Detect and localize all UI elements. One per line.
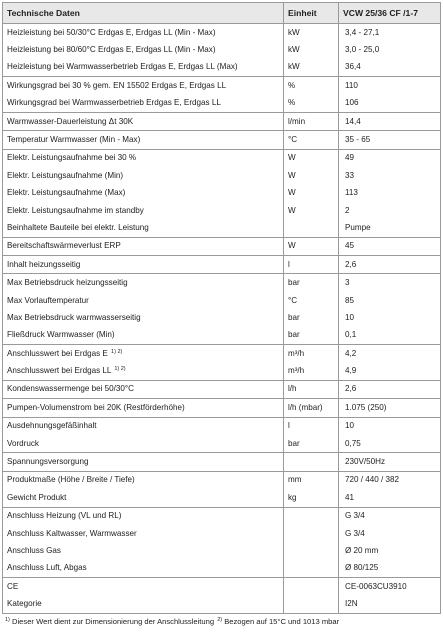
row-label: Heizleistung bei 50/30°C Erdgas E, Erdgas LL (Min - Max) (7, 27, 216, 37)
row-unit: % (284, 77, 339, 95)
row-unit: m³/h (284, 345, 339, 363)
row-label: Warmwasser-Dauerleistung Δt 30K (7, 116, 134, 126)
footnote-ref: 1) 2) (114, 366, 126, 373)
row-unit: W (284, 149, 339, 167)
row-unit: W (284, 237, 339, 255)
row-label-cell (3, 149, 284, 167)
row-unit: W (284, 167, 339, 184)
row-label-cell (3, 362, 284, 380)
table-row (3, 560, 441, 578)
row-label-cell (3, 202, 284, 219)
row-label-cell (3, 274, 284, 292)
table-row (3, 24, 441, 42)
row-label-cell (3, 560, 284, 578)
table-row (3, 380, 441, 398)
row-label-cell (3, 327, 284, 345)
row-label: Pumpen-Volumenstrom bei 20K (Restförderhöhe) (7, 402, 185, 412)
row-unit: °C (284, 292, 339, 309)
row-label-cell (3, 525, 284, 542)
row-value: 36,4 (339, 59, 441, 77)
row-unit: l/min (284, 112, 339, 130)
row-label-cell (3, 596, 284, 614)
row-unit: bar (284, 309, 339, 326)
table-row (3, 542, 441, 559)
row-label-cell (3, 237, 284, 255)
row-label-cell (3, 542, 284, 559)
row-unit: % (284, 95, 339, 113)
table-row (3, 292, 441, 309)
row-unit: l/h (284, 380, 339, 398)
row-label: Max Betriebsdruck warmwasserseitig (7, 312, 141, 322)
row-label-cell (3, 77, 284, 95)
row-value: 3,4 - 27,1 (339, 24, 441, 42)
footnote-mark-1: 1) (5, 616, 10, 623)
row-value: Ø 20 mm (339, 542, 441, 559)
row-label: Gewicht Produkt (7, 492, 67, 502)
row-value: 1.075 (250) (339, 399, 441, 417)
row-value: 0,75 (339, 435, 441, 453)
row-label-cell (3, 167, 284, 184)
table-row (3, 453, 441, 471)
row-unit (284, 542, 339, 559)
row-unit: mm (284, 471, 339, 489)
table-row (3, 435, 441, 453)
table-row (3, 471, 441, 489)
row-value: Pumpe (339, 219, 441, 237)
row-label-cell (3, 507, 284, 525)
row-unit: kW (284, 41, 339, 58)
table-row (3, 77, 441, 95)
row-value: 113 (339, 185, 441, 202)
row-label-cell (3, 112, 284, 130)
row-label: Heizleistung bei Warmwasserbetrieb Erdgas E, Erdgas LL (Max) (7, 62, 238, 72)
row-unit (284, 560, 339, 578)
row-label-cell (3, 292, 284, 309)
row-unit (284, 596, 339, 614)
footnote-text-2: Bezogen auf 15°C und 1013 mbar (224, 616, 340, 626)
row-value: 85 (339, 292, 441, 309)
row-label: Temperatur Warmwasser (Min - Max) (7, 134, 141, 144)
row-value: 720 / 440 / 382 (339, 471, 441, 489)
row-label: Anschluss Luft, Abgas (7, 563, 87, 573)
row-label-cell (3, 345, 284, 363)
row-label: Anschlusswert bei Erdgas E (7, 348, 108, 358)
table-row (3, 219, 441, 237)
row-label: Beinhaltete Bauteile bei elektr. Leistung (7, 222, 149, 232)
table-body (3, 24, 441, 614)
table-row (3, 237, 441, 255)
row-label: Wirkungsgrad bei 30 % gem. EN 15502 Erdgas E, Erdgas LL (7, 80, 227, 90)
table-row (3, 185, 441, 202)
row-unit: kW (284, 59, 339, 77)
row-value: Ø 80/125 (339, 560, 441, 578)
row-label-cell (3, 435, 284, 453)
footnote (2, 617, 440, 626)
row-value: 106 (339, 95, 441, 113)
row-value: 3 (339, 274, 441, 292)
table-row (3, 507, 441, 525)
row-label-cell (3, 59, 284, 77)
row-unit (284, 507, 339, 525)
row-value: 14,4 (339, 112, 441, 130)
row-value: 0,1 (339, 327, 441, 345)
row-unit: bar (284, 435, 339, 453)
row-label: Elektr. Leistungsaufnahme im standby (7, 205, 144, 215)
row-value: 10 (339, 309, 441, 326)
table-header-row (3, 3, 441, 24)
row-label: Anschlusswert bei Erdgas LL (7, 366, 112, 376)
row-label-cell (3, 309, 284, 326)
header-model: VCW 25/36 CF /1-7 (339, 3, 441, 24)
row-unit: kW (284, 24, 339, 42)
table-row (3, 149, 441, 167)
row-label-cell (3, 131, 284, 149)
row-label: Kondenswassermenge bei 50/30°C (7, 384, 134, 394)
table-row (3, 131, 441, 149)
row-value: 2 (339, 202, 441, 219)
row-unit: kg (284, 489, 339, 507)
row-label: CE (7, 581, 19, 591)
row-label: Elektr. Leistungsaufnahme bei 30 % (7, 153, 137, 163)
row-label-cell (3, 453, 284, 471)
row-value: 2,6 (339, 380, 441, 398)
row-label-cell (3, 417, 284, 435)
header-technical-data: Technische Daten (3, 3, 284, 24)
row-label-cell (3, 24, 284, 42)
row-label-cell (3, 185, 284, 202)
row-value: 230V/50Hz (339, 453, 441, 471)
row-label-cell (3, 219, 284, 237)
row-label: Bereitschaftswärmeverlust ERP (7, 241, 121, 251)
footnote-text-1: Dieser Wert dient zur Dimensionierung der Anschlussleitung (12, 616, 215, 626)
table-row (3, 345, 441, 363)
row-label: Anschluss Heizung (VL und RL) (7, 511, 122, 521)
row-unit (284, 578, 339, 596)
row-label: Heizleistung bei 80/60°C Erdgas E, Erdgas LL (Min - Max) (7, 45, 216, 55)
table-row (3, 596, 441, 614)
row-label: Fließdruck Warmwasser (Min) (7, 330, 115, 340)
row-label-cell (3, 399, 284, 417)
table-row (3, 309, 441, 326)
spec-sheet (2, 2, 440, 626)
header-unit: Einheit (284, 3, 339, 24)
row-unit: W (284, 185, 339, 202)
row-label: Wirkungsgrad bei Warmwasserbetrieb Erdgas E, Erdgas LL (7, 98, 221, 108)
row-label: Anschluss Kaltwasser, Warmwasser (7, 528, 137, 538)
row-label-cell (3, 489, 284, 507)
row-value: 45 (339, 237, 441, 255)
row-label: Ausdehnungsgefäßinhalt (7, 421, 97, 431)
row-label: Vordruck (7, 438, 39, 448)
row-unit: bar (284, 327, 339, 345)
row-unit: l (284, 256, 339, 274)
table-row (3, 274, 441, 292)
row-label: Spannungsversorgung (7, 457, 89, 467)
row-label-cell (3, 578, 284, 596)
row-value: 4,2 (339, 345, 441, 363)
row-unit (284, 453, 339, 471)
row-label: Elektr. Leistungsaufnahme (Max) (7, 188, 126, 198)
row-unit: m³/h (284, 362, 339, 380)
row-value: G 3/4 (339, 507, 441, 525)
row-label: Kategorie (7, 599, 42, 609)
table-row (3, 202, 441, 219)
row-label: Max Betriebsdruck heizungsseitig (7, 278, 128, 288)
table-row (3, 167, 441, 184)
row-label: Anschluss Gas (7, 545, 61, 555)
row-value: 41 (339, 489, 441, 507)
row-value: 3,0 - 25,0 (339, 41, 441, 58)
table-row (3, 112, 441, 130)
row-unit: bar (284, 274, 339, 292)
row-value: 4,9 (339, 362, 441, 380)
row-value: 33 (339, 167, 441, 184)
row-label-cell (3, 256, 284, 274)
row-value: 49 (339, 149, 441, 167)
table-row (3, 327, 441, 345)
table-row (3, 525, 441, 542)
row-value: 110 (339, 77, 441, 95)
row-unit: °C (284, 131, 339, 149)
table-row (3, 256, 441, 274)
row-value: I2N (339, 596, 441, 614)
row-value: G 3/4 (339, 525, 441, 542)
row-label-cell (3, 95, 284, 113)
row-unit: l (284, 417, 339, 435)
row-label: Max Vorlauftemperatur (7, 295, 89, 305)
footnote-ref: 1) 2) (111, 348, 123, 355)
row-value: 35 - 65 (339, 131, 441, 149)
table-row (3, 578, 441, 596)
row-label: Produktmaße (Höhe / Breite / Tiefe) (7, 475, 135, 485)
row-label-cell (3, 471, 284, 489)
footnote-mark-2: 2) (217, 616, 223, 623)
row-value: 10 (339, 417, 441, 435)
table-row (3, 417, 441, 435)
row-value: 2,6 (339, 256, 441, 274)
row-unit (284, 525, 339, 542)
row-unit: l/h (mbar) (284, 399, 339, 417)
row-unit: W (284, 202, 339, 219)
table-row (3, 59, 441, 77)
table-row (3, 41, 441, 58)
table-row (3, 362, 441, 380)
row-unit (284, 219, 339, 237)
table-row (3, 489, 441, 507)
row-label: Inhalt heizungsseitig (7, 259, 81, 269)
row-label: Elektr. Leistungsaufnahme (Min) (7, 170, 124, 180)
row-label-cell (3, 380, 284, 398)
table-row (3, 95, 441, 113)
table-row (3, 399, 441, 417)
technical-data-table (2, 2, 441, 614)
row-value: CE-0063CU3910 (339, 578, 441, 596)
row-label-cell (3, 41, 284, 58)
